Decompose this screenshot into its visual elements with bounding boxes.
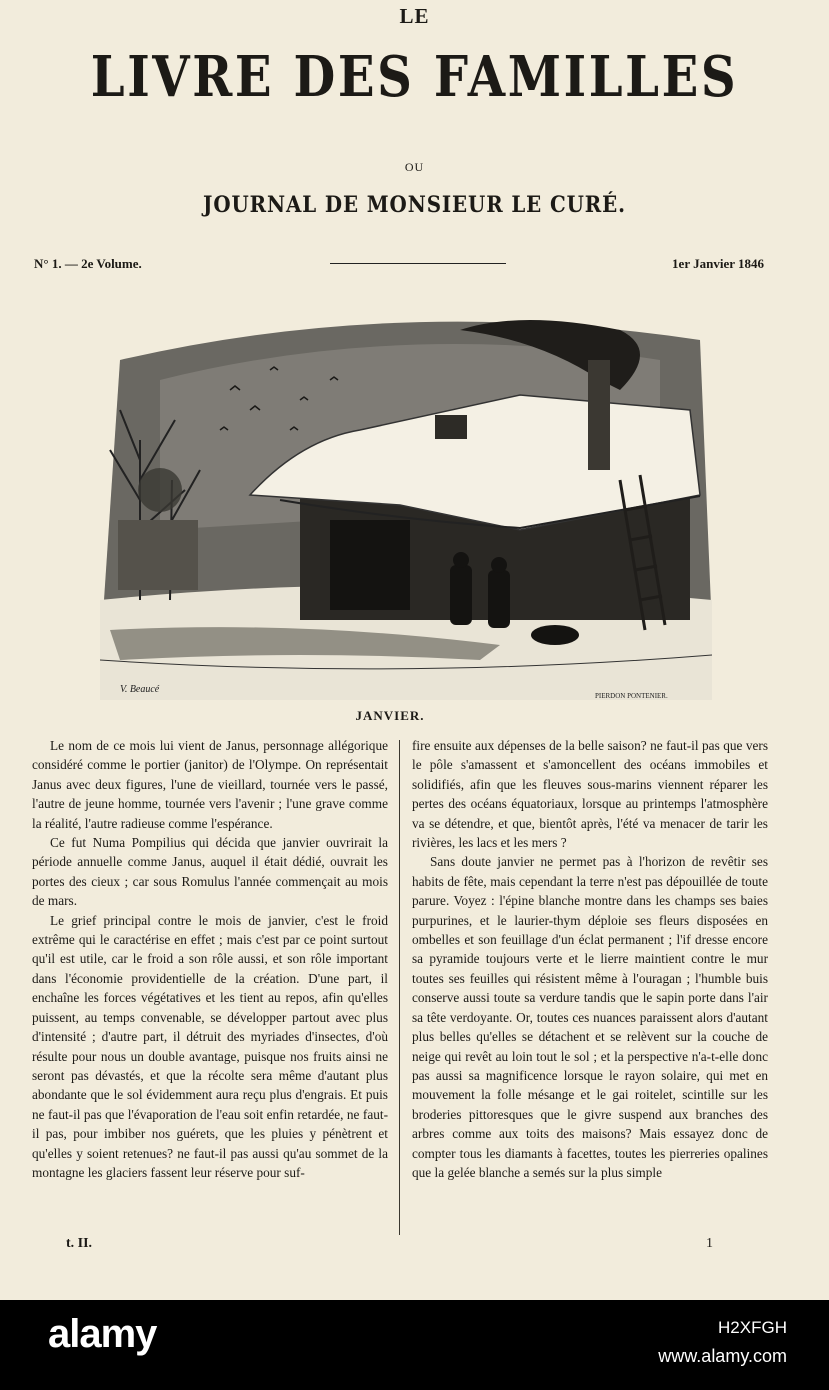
issue-number: N° 1. — 2e Volume. [34,256,142,271]
page-number: 1 [706,1236,713,1251]
column-divider [399,740,400,1235]
issue-rule [330,263,506,264]
issue-date: 1er Janvier 1846 [672,256,764,271]
chimney [588,360,610,470]
text-column-right [412,736,768,1182]
stock-image-id: H2XFGH [718,1318,787,1337]
stock-url: www.alamy.com [658,1346,787,1366]
fence [118,520,198,590]
issue-line [34,256,764,276]
text-column-left [32,736,388,1182]
illustration-caption: JANVIER. [355,708,425,723]
paragraph: Sans doute janvier ne permet pas à l'horizon de revêtir ses habits de fête, mais cependant la terre n'est pas dépouillée de toute parure. Voyez : l'épine blanche montre dans les champs ses baies purpurines, et le laurier-thym déploie ses fleurs disposées en ombelles et son feuillage d'un éclat permanent ; l'if dresse encore sa pyramide toujours verte et le lierre maintient contre le mur toutes ses feuilles qui résistent même à l'ouragan ; l'humble buis conserve aussi toute sa verdure tandis que le sapin porte dans l'air sa tête verdoyante. Or, toutes ces nuances paraissent alors d'autant plus belles qu'elles se détachent et se relèvent sur la couche de neige qui revêt au loin tout le sol ; et la perspective n'a-t-elle donc pas aussi sa magnificence lorsque le rayon solaire, qui met en mouvement la folle mésange et le gai roitelet, scintille sur les broderies pittoresques que le givre suspend aux branches des arbres comme aux toits des maisons? Mais essayez donc de compter tous les diamants à facettes, toutes les pierreries opalines que la gelée blanche a semés sur la plus simple [412,854,768,1180]
paragraph: Le grief principal contre le mois de janvier, c'est le froid extrême qui le caractérise en effet ; mais c'est par ce point surtout qu'il est utile, car le froid a son rôle aussi, et son rôle important dans l'économie providentielle de la création. D'une part, il enchaîne les forces végétatives et les tient au repos, afin qu'elles puissent, au temps convenable, se développer partout avec plus d'intensité ; d'autre part, il détruit des myriades d'insectes, d'où résulte pour nous un double avantage, puisque nos fruits ainsi ne seront pas dévastés, et que la récolte sera même d'autant plus abondante que le sol évidemment aura reçu plus d'engrais. Et puis ne faut-il pas que l'évaporation de l'eau soit enfin retardée, ne faut-il pas, pour imbiber nos guérets, que les pluies y pénètrent et qu'elles y soient retenues? ne faut-il pas aussi qu'au sommet de la montagne les glaciers fassent leur réserve pour suf- [32,912,388,1180]
masthead-title: LIVRE DES FAMILLES [90,44,739,110]
paragraph: Le nom de ce mois lui vient de Janus, personnage allégorique considéré comme le portier (janitor) de l'Olympe. On représentait Janus avec deux figures, l'une de vieillard, tournée vers le passé, l'autre de jeune homme, tournée vers l'avenir ; l'une grave comme la réalité, l'autre radieuse comme l'espérance. [32,738,388,831]
masthead-subtitle: JOURNAL DE MONSIEUR LE CURÉ. [203,192,626,218]
winter-cottage-engraving [100,300,712,700]
masthead-ou: OU [404,160,425,174]
volume-folio: t. II. [66,1236,93,1251]
paragraph: fire ensuite aux dépenses de la belle saison? ne faut-il pas que vers le pôle s'amassent et s'amoncellent des océans immobiles et solidifiés, afin que les fleuves sous-marins viennent réparer les pertes des océans équatoriaux, lorsque au printemps l'atmosphère va se détendre, et que, bientôt après, l'été va menacer de tarir les rivières, les lacs et les mers ? [412,738,768,851]
engraver-credit: PIERDON PONTENIER. [595,692,668,700]
alamy-logo: alamy [48,1312,157,1356]
masthead-le: LE [399,4,430,28]
paragraph: Ce fut Numa Pompilius qui décida que janvier ouvrirait la période annuelle comme Janus, auquel il était dédié, ouvrait les portes des cieux ; car sous Romulus l'année commençait au mois de mars. [32,835,388,909]
engraving-signature: V. Beaucé [120,684,160,695]
